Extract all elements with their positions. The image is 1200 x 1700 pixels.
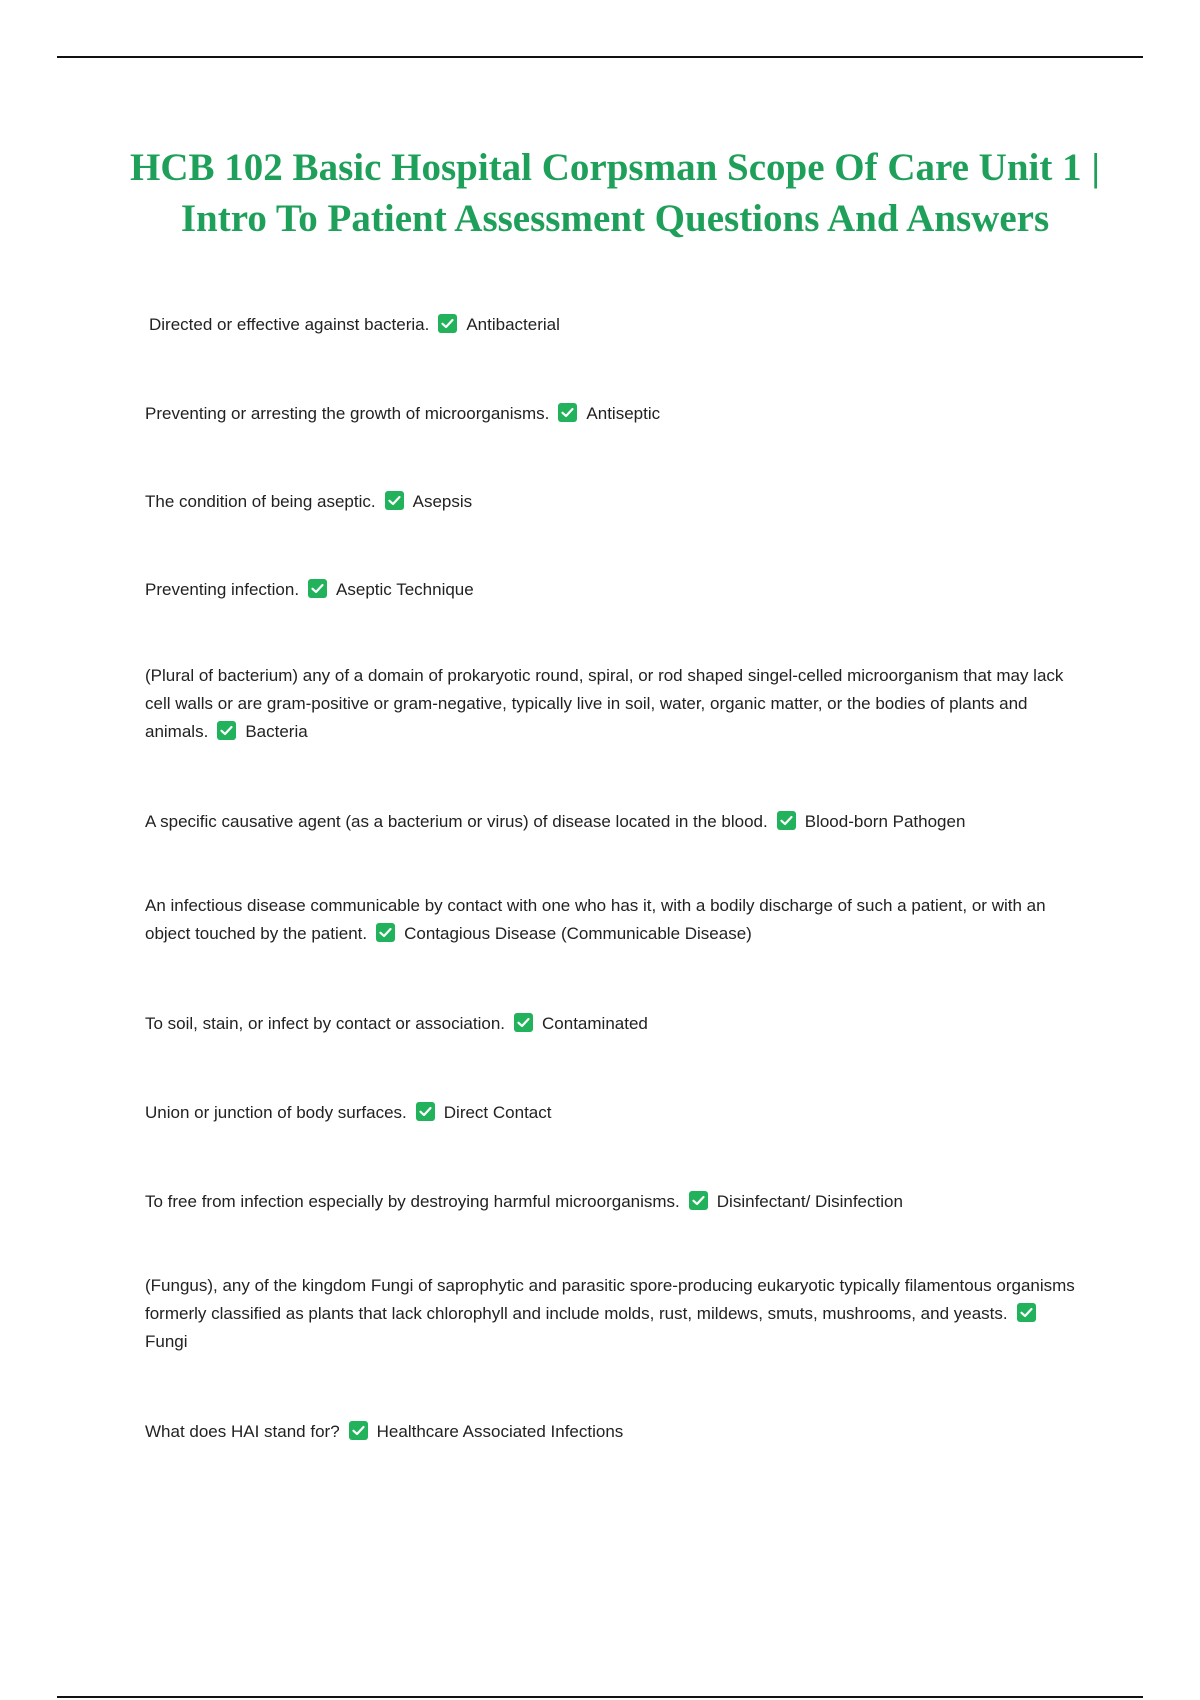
qa-item	[145, 1418, 1075, 1446]
answer-text: Contagious Disease (Communicable Disease)	[404, 924, 752, 943]
question-text: What does HAI stand for?	[145, 1422, 340, 1441]
qa-item	[145, 400, 1075, 428]
question-text: An infectious disease communicable by contact with one who has it, with a bodily discharge of such a patient, or with an object touched by the patient.	[145, 896, 1046, 943]
question-text: To free from infection especially by destroying harmful microorganisms.	[145, 1192, 680, 1211]
question-text: Preventing infection.	[145, 580, 300, 599]
answer-text: Contaminated	[542, 1014, 648, 1033]
checkmark-icon	[514, 1013, 533, 1032]
checkmark-icon	[438, 314, 457, 333]
qa-item	[145, 1010, 1075, 1038]
checkmark-icon	[349, 1421, 368, 1440]
top-divider	[57, 56, 1143, 58]
checkmark-icon	[777, 811, 796, 830]
question-text: (Plural of bacterium) any of a domain of prokaryotic round, spiral, or rod shaped singel-celled microorganism that may lack cell walls or are gram-positive or gram-negative, typically live in soil, water, organic matter, or the bodies of plants and animals.	[145, 666, 1064, 741]
qa-item	[145, 576, 1075, 604]
document-title: HCB 102 Basic Hospital Corpsman Scope Of Care Unit 1 | Intro To Patient Assessment Questions And Answers	[130, 146, 1100, 240]
qa-item	[145, 662, 1075, 746]
question-text: Directed or effective against bacteria.	[149, 315, 430, 334]
qa-item	[145, 488, 1075, 516]
checkmark-icon	[385, 491, 404, 510]
checkmark-icon	[217, 721, 236, 740]
checkmark-icon	[376, 923, 395, 942]
question-text: The condition of being aseptic.	[145, 492, 376, 511]
answer-text: Asepsis	[412, 492, 473, 511]
answer-text: Aseptic Technique	[336, 580, 474, 599]
answer-text: Fungi	[145, 1332, 188, 1351]
answer-text: Bacteria	[245, 722, 308, 741]
checkmark-icon	[558, 403, 577, 422]
answer-text: Healthcare Associated Infections	[376, 1422, 624, 1441]
checkmark-icon	[308, 579, 327, 598]
qa-item	[145, 808, 1075, 836]
question-text: Union or junction of body surfaces.	[145, 1103, 407, 1122]
qa-item	[145, 892, 1075, 948]
answer-text: Disinfectant/ Disinfection	[716, 1192, 903, 1211]
bottom-divider	[57, 1696, 1143, 1698]
question-text: To soil, stain, or infect by contact or association.	[145, 1014, 506, 1033]
qa-item	[145, 1099, 1075, 1127]
question-text: Preventing or arresting the growth of microorganisms.	[145, 404, 550, 423]
qa-item	[149, 311, 1079, 339]
checkmark-icon	[1017, 1303, 1036, 1322]
checkmark-icon	[416, 1102, 435, 1121]
qa-item	[145, 1272, 1075, 1356]
question-text: (Fungus), any of the kingdom Fungi of saprophytic and parasitic spore-producing eukaryotic typically filamentous organisms formerly classified as plants that lack chlorophyll and include molds, rust, mildews, smuts, mushrooms, and yeasts.	[145, 1276, 1075, 1323]
question-text: A specific causative agent (as a bacterium or virus) of disease located in the blood.	[145, 812, 768, 831]
qa-item	[145, 1188, 1075, 1216]
answer-text: Blood-born Pathogen	[804, 812, 966, 831]
answer-text: Antiseptic	[586, 404, 661, 423]
answer-text: Direct Contact	[443, 1103, 552, 1122]
answer-text: Antibacterial	[466, 315, 560, 334]
checkmark-icon	[689, 1191, 708, 1210]
